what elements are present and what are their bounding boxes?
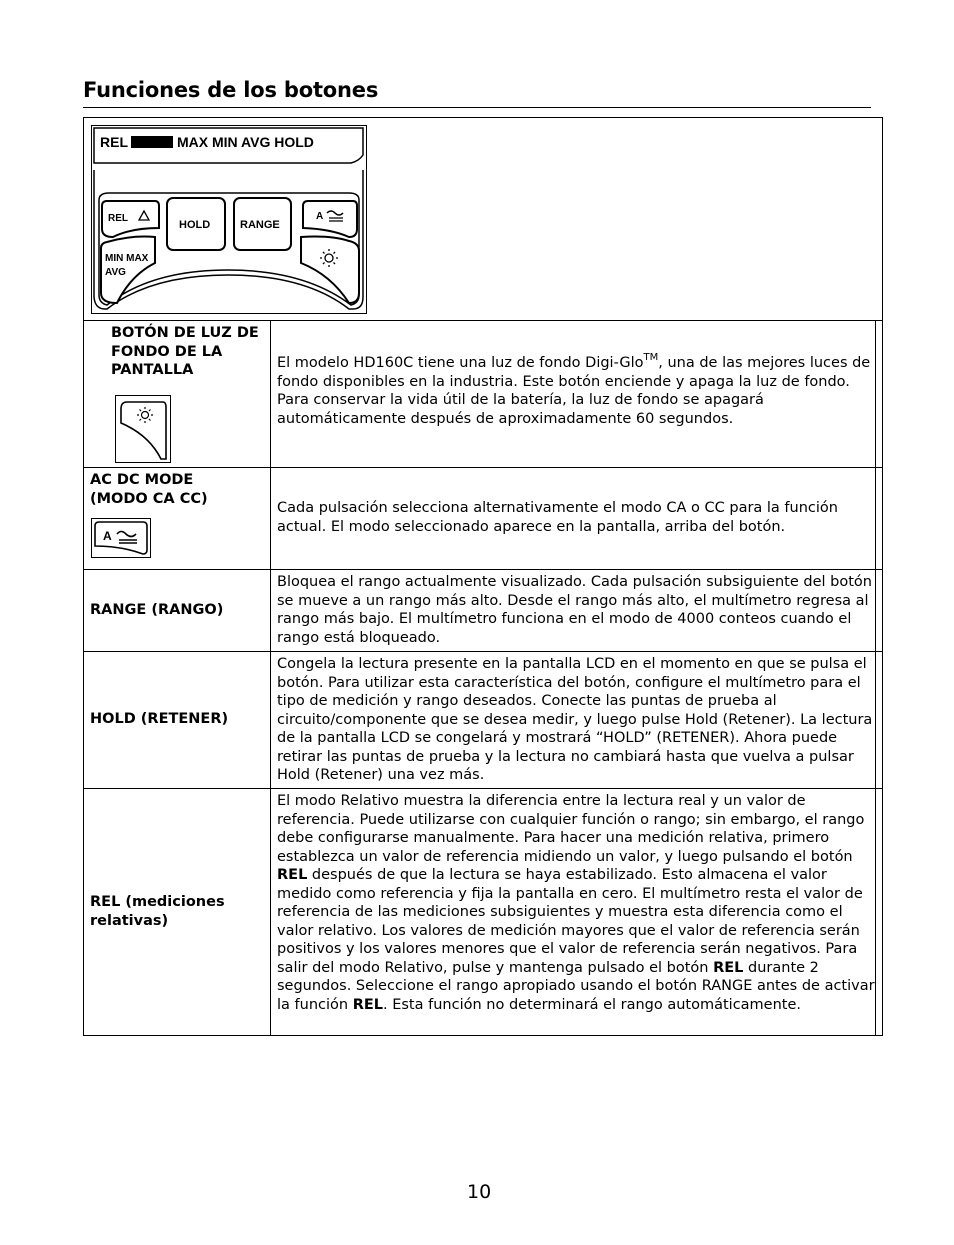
hold-button-illustration <box>167 198 225 250</box>
svg-text:HOLD: HOLD <box>179 219 211 231</box>
svg-text:RANGE: RANGE <box>240 219 280 231</box>
row-label-backlight: BOTÓN DE LUZ DE FONDO DE LA PANTALLA <box>111 325 259 378</box>
row-label-rel: REL (mediciones relativas) <box>90 894 225 929</box>
row-desc-hold: Congela la lectura presente en la pantalla LCD en el momento en que se pulsa el botón. Para utilizar esta característica del botón, configure el multímetro para el tipo de medición y rango deseados. Conecte las puntas de prueba al circuito/componente que se desea medir, y luego pulse Hold (Retener). La lectura de la pantalla LCD se congelará y mostrará “HOLD” (RETENER). Ahora puede retirar las puntas de prueba y la lectura no cambiará hasta que vuelva a pulsar Hold (Retener) una vez más. <box>277 656 873 783</box>
table-row-rel <box>84 788 882 1036</box>
page-title: Funciones de los botones <box>83 78 379 102</box>
backlight-sun-icon <box>115 395 171 463</box>
title-divider <box>83 107 871 108</box>
row-desc-acdc: Cada pulsación selecciona alternativamente el modo CA o CC para la función actual. El modo seleccionado aparece en la pantalla, arriba del botón. <box>277 500 838 535</box>
row-desc-range: Bloquea el rango actualmente visualizado. Cada pulsación subsiguiente del botón se mueve a un rango más alto. Desde el rango más alto, el multímetro regresa al rango más bajo. El multímetro funciona en el modo de 4000 conteos cuando el rango está bloqueado. <box>277 574 872 646</box>
row-label-hold: HOLD (RETENER) <box>90 711 229 727</box>
svg-text:REL: REL <box>108 213 128 224</box>
table-row-hold <box>84 651 882 789</box>
row-desc-rel: El modo Relativo muestra la diferencia entre la lectura real y un valor de referencia. Puede utilizarse con cualquier función o rango; sin embargo, el rango debe configurarse manualmente. Para hacer una medición relativa, primero establezca un valor de referencia midiendo un valor, y luego pulsando el botón REL después de que la lectura se haya estabilizado. Esto almacena el valor medido como referencia y fija la pantalla en cero. El multímetro resta el valor de referencia de las mediciones subsiguientes y muestra esta diferencia como el valor relativo. Los valores de medición mayores que el valor de referencia serán positivos y los valores menores que el valor de referencia serán negativos. Para salir del modo Relativo, pulse y mantenga pulsado el botón REL durante 2 segundos. Seleccione el rango apropiado usando el botón RANGE antes de activar la función REL. Esta función no determinará el rango automáticamente. <box>277 793 875 1013</box>
page-number: 10 <box>467 1181 492 1203</box>
ac-dc-mode-icon <box>91 518 151 558</box>
table-row-backlight <box>84 320 882 468</box>
range-button-illustration <box>234 198 291 250</box>
svg-text:AVG: AVG <box>105 267 126 278</box>
row-label-range: RANGE (RANGO) <box>90 602 224 618</box>
svg-text:A: A <box>103 529 112 543</box>
lcd-rel-label: REL <box>100 134 128 150</box>
meter-panel-illustration <box>91 125 367 314</box>
button-functions-table <box>83 117 883 1036</box>
svg-text:MIN MAX: MIN MAX <box>105 253 149 264</box>
row-desc-backlight: El modelo HD160C tiene una luz de fondo Digi-Glo™, una de las mejores luces de fondo disponibles en la industria. Este botón enciende y apaga la luz de fondo. Para conservar la vida útil de la batería, la luz de fondo se apagará automáticamente después de aproximadamente 60 segundos. <box>277 352 871 427</box>
svg-text:A: A <box>316 211 324 222</box>
table-row-range <box>84 569 882 652</box>
lcd-labels: MAX MIN AVG HOLD <box>177 134 314 150</box>
table-row-acdc <box>84 467 882 570</box>
row-label-acdc: AC DC MODE (MODO CA CC) <box>90 472 208 507</box>
lcd-range-block <box>131 136 173 148</box>
